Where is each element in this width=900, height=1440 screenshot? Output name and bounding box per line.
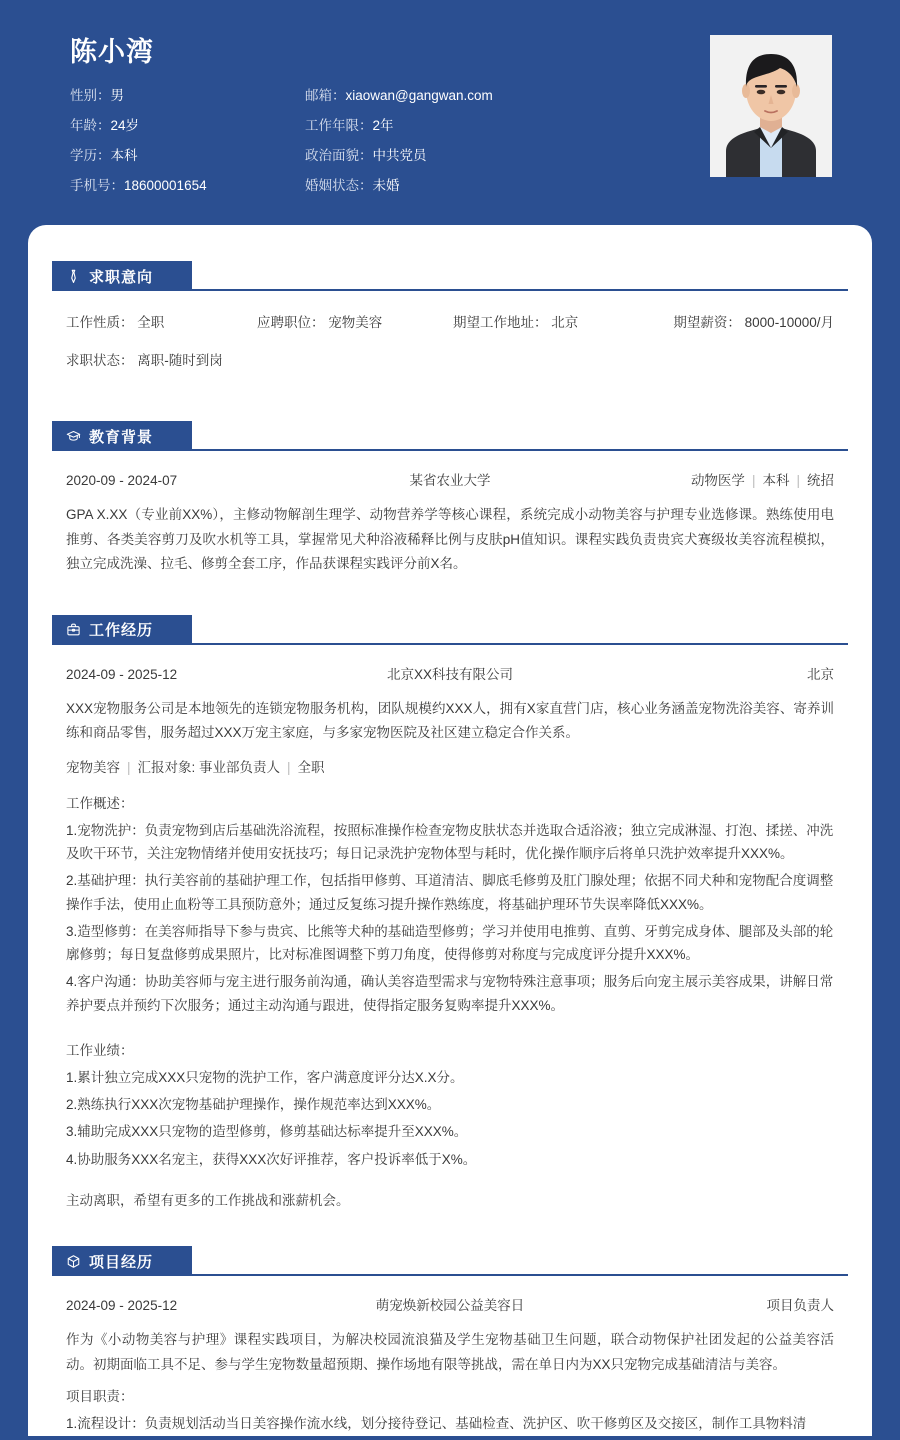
intent-status xyxy=(66,349,261,369)
field-age xyxy=(70,118,305,134)
work-achievement-item-2: 2.熟练执行XXX次宠物基础护理操作，操作规范率达到XXX%。 xyxy=(66,1097,441,1113)
project-duty-title: 项目职责： xyxy=(66,1389,134,1405)
intent-status-label: 求职状态： xyxy=(66,353,134,368)
section-title-education: 教育背景 xyxy=(89,428,154,446)
work-report-to: 汇报对象: 事业部负责人 xyxy=(137,759,281,775)
field-email-label: 邮箱： xyxy=(305,87,346,103)
intent-location-value: 北京 xyxy=(551,315,579,330)
intent-salary xyxy=(673,311,834,331)
intent-work-type-value: 全职 xyxy=(137,315,165,330)
work-job-type: 全职 xyxy=(297,759,325,775)
intent-location xyxy=(453,311,673,331)
divider: | xyxy=(796,473,800,488)
work-achievement-item-4: 4.协助服务XXX名宠主，获得XXX次好评推荐，客户投诉率低于X%。 xyxy=(66,1151,477,1167)
candidate-name: 陈小湾 xyxy=(70,37,154,67)
field-political-value: 中共党员 xyxy=(372,148,427,164)
briefcase-icon xyxy=(66,622,81,637)
project-date: 2024-09 - 2025-12 xyxy=(66,1298,178,1314)
intent-work-type xyxy=(66,311,257,331)
field-gender xyxy=(70,88,305,104)
field-phone xyxy=(70,178,305,194)
spacer xyxy=(52,391,848,421)
section-title-work: 工作经历 xyxy=(89,622,154,640)
project-role: 项目负责人 xyxy=(766,1298,834,1314)
work-overview-item-1: 1.宠物洗护：负责宠物到店后基础洗浴流程，按照标准操作检查宠物皮肤状态并选取合适浴液；独立完成淋湿、打泡、揉搓、冲洗及吹干环节，关注宠物情绪并使用安抚技巧；每日记录洗护宠物体型与耗时，优化操作顺序后将单只洗护效率提升XXX%。 xyxy=(66,823,834,862)
section-header-work xyxy=(52,615,848,645)
work-body xyxy=(52,645,848,1212)
graduation-cap-icon xyxy=(66,429,81,444)
field-email-value: xiaowan@gangwan.com xyxy=(345,87,493,103)
education-tags xyxy=(604,469,834,489)
intent-salary-value: 8000-10000/月 xyxy=(744,315,834,330)
intent-position xyxy=(257,311,453,331)
field-education-value: 本科 xyxy=(110,148,138,164)
work-overview-item-3: 3.造型修剪：在美容师指导下参与贵宾、比熊等犬种的基础造型修剪；学习并使用电推剪、直剪、牙剪完成身体、腿部及头部的轮廓修剪；每日复盘修剪成果照片，比对标准图调整下剪刀角度，使得修剪对称度与完成度评分提升XXX%。 xyxy=(66,923,834,963)
section-header-project xyxy=(52,1246,848,1276)
section-bar-education xyxy=(52,421,192,451)
section-title-project: 项目经历 xyxy=(89,1253,154,1271)
work-overview-item-2: 2.基础护理：执行美容前的基础护理工作，包括指甲修剪、耳道清洁、脚底毛修剪及肛门腺处理；依据不同犬种和宠物配合度调整操作手法，使用止血粉等工具预防意外；通过反复练习提升操作熟练度，将基础护理环节失误率降低XXX%。 xyxy=(66,873,834,912)
divider: | xyxy=(751,473,756,488)
intent-work-type-label: 工作性质： xyxy=(66,315,134,330)
education-description: GPA X.XX（专业前XX%），主修动物解剖生理学、动物营养学等核心课程，系统完成小动物美容与护理专业选修课。熟练使用电推剪、各类美容剪刀及吹水机等工具，掌握常见犬种浴液稀释比例与皮肤pH值知识。课程实践负责贵宾犬赛级妆美容流程模拟，独立完成洗澡、拉毛、修剪全套工序，作品获课程实践评分前X名。 xyxy=(66,507,834,572)
project-description: 作为《小动物美容与护理》课程实践项目，为解决校园流浪猫及学生宠物基础卫生问题，联合动物保护社团发起的公益美容活动。初期面临工具不足、参与学生宠物数量超预期、操作场地有限等挑战，需在单日内为XX只宠物完成基础清洁与美容。 xyxy=(66,1332,834,1372)
spacer xyxy=(52,585,848,615)
intent-salary-label: 期望薪资： xyxy=(673,315,741,330)
header-info-block xyxy=(70,30,710,194)
field-political-label: 政治面貌： xyxy=(305,148,373,164)
work-achievement-title: 工作业绩： xyxy=(66,1042,134,1058)
field-work-years-value: 2年 xyxy=(372,117,394,133)
section-header-education xyxy=(52,421,848,451)
work-leave-reason: 主动离职，希望有更多的工作挑战和涨薪机会。 xyxy=(66,1192,350,1208)
job-intent-row-2 xyxy=(66,349,834,369)
work-position: 宠物美容 xyxy=(66,759,120,775)
education-major: 动物医学 xyxy=(690,473,745,488)
section-bar-job-intent xyxy=(52,261,192,291)
education-school: 某省农业大学 xyxy=(409,473,491,488)
section-bar-work xyxy=(52,615,192,645)
work-overview-item-4: 4.客户沟通：协助美容师与宠主进行服务前沟通，确认美容造型需求与宠物特殊注意事项；服务后向宠主展示美容成果，讲解日常养护要点并预约下次服务；通过主动沟通与跟进，使得指定服务复购率提升XXX%。 xyxy=(66,974,834,1013)
spacer xyxy=(66,1021,834,1039)
field-education-label: 学历： xyxy=(70,148,111,164)
work-achievement-item-3: 3.辅助完成XXX只宠物的造型修剪，修剪基础达标率提升至XXX%。 xyxy=(66,1124,468,1140)
avatar xyxy=(710,35,832,177)
necktie-icon xyxy=(66,269,81,284)
intent-location-label: 期望工作地址： xyxy=(452,315,548,330)
project-entry-head xyxy=(66,1294,834,1314)
field-age-label: 年龄： xyxy=(70,117,111,133)
field-work-years xyxy=(305,118,710,134)
project-body xyxy=(52,1276,848,1436)
section-title-job-intent: 求职意向 xyxy=(89,268,154,286)
education-degree: 本科 xyxy=(762,473,790,488)
work-location: 北京 xyxy=(806,666,834,682)
job-intent-body xyxy=(52,291,848,391)
field-gender-label: 性别： xyxy=(70,87,111,103)
work-company: 北京XX科技有限公司 xyxy=(386,666,513,682)
work-achievement-item-1: 1.累计独立完成XXX只宠物的洗护工作，客户满意度评分达X.X分。 xyxy=(66,1070,464,1085)
work-overview-title: 工作概述： xyxy=(66,795,134,811)
section-bar-project xyxy=(52,1246,192,1276)
portrait-photo-icon xyxy=(710,35,832,177)
intent-position-label: 应聘职位： xyxy=(257,315,325,330)
work-date: 2024-09 - 2025-12 xyxy=(66,666,178,682)
field-marital-label: 婚姻状态： xyxy=(305,178,373,194)
education-admission: 统招 xyxy=(806,473,834,488)
spacer xyxy=(52,1216,848,1246)
divider: | xyxy=(287,759,291,775)
field-work-years-label: 工作年限： xyxy=(305,117,373,133)
resume-card xyxy=(28,225,872,1436)
field-marital xyxy=(305,178,710,194)
field-political xyxy=(305,148,710,164)
intent-position-value: 宠物美容 xyxy=(328,315,383,330)
divider: | xyxy=(127,759,131,775)
field-phone-label: 手机号： xyxy=(70,178,124,194)
intent-status-value: 离职-随时到岗 xyxy=(137,353,223,368)
work-entry-head xyxy=(66,663,834,683)
field-phone-value: 18600001654 xyxy=(124,178,207,194)
field-email xyxy=(305,88,710,104)
header-fields-grid xyxy=(70,88,710,195)
education-body xyxy=(52,451,848,577)
field-gender-value: 男 xyxy=(110,87,124,103)
box-icon xyxy=(66,1254,81,1269)
project-name: 萌宠焕新校园公益美容日 xyxy=(375,1298,525,1314)
spacer xyxy=(66,1175,834,1189)
work-meta-line xyxy=(66,756,834,776)
field-age-value: 24岁 xyxy=(110,117,140,133)
education-date: 2020-09 - 2024-07 xyxy=(66,473,178,488)
section-header-job-intent xyxy=(52,261,848,291)
job-intent-row-1 xyxy=(66,311,834,331)
education-entry-head xyxy=(66,469,834,489)
work-company-description: XXX宠物服务公司是本地领先的连锁宠物服务机构，团队规模约XXX人，拥有X家直营门店，核心业务涵盖宠物洗浴美容、寄养训练和商品零售，服务超过XXX万宠主家庭，与多家宠物医院及社区建立稳定合作关系。 xyxy=(66,700,834,741)
field-marital-value: 未婚 xyxy=(372,178,400,194)
field-education xyxy=(70,148,305,164)
project-duty-item-1: 1.流程设计：负责规划活动当日美容操作流水线，划分接待登记、基础检查、洗护区、吹干修剪区及交接区，制作工具物料清 xyxy=(66,1416,807,1432)
resume-header xyxy=(0,0,900,225)
